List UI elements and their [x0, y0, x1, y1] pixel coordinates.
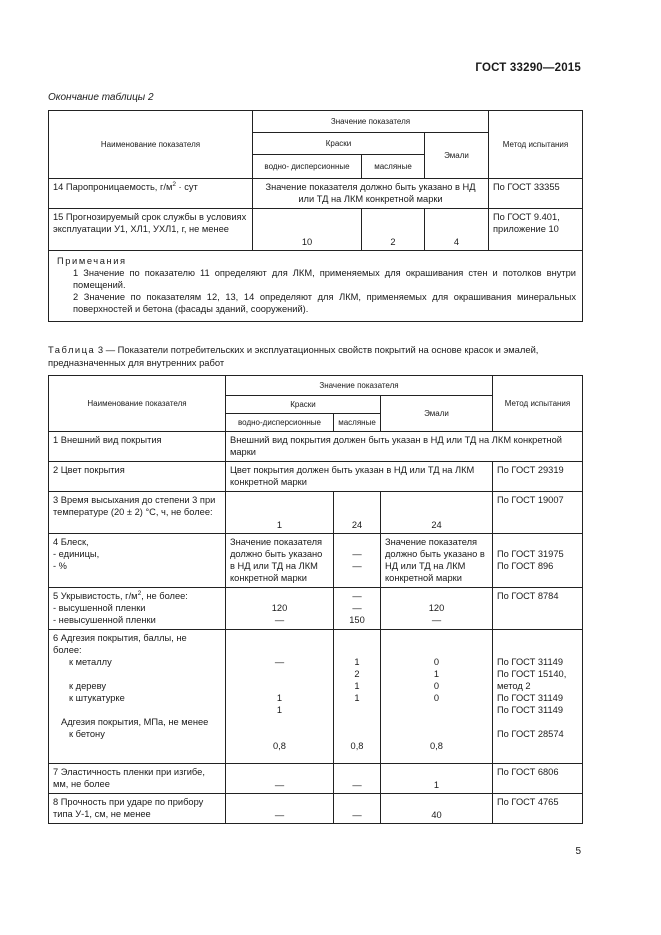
table-2-continuation-caption: Окончание таблицы 2 — [48, 92, 154, 103]
header-enamel: Эмали — [425, 133, 489, 179]
notes-cell — [49, 251, 583, 322]
t3-row-2-method: По ГОСТ 29319 — [493, 462, 583, 492]
t3-row-8-water: — — [226, 794, 334, 824]
t3-row-1-value: Внешний вид покрытия должен быть указан в НД или ТД на ЛКМ конкретной марки — [226, 432, 583, 462]
table-2-end — [48, 110, 583, 322]
header-oil: масляные — [362, 155, 425, 179]
note-2: 2 Значение по показателям 12, 13, 14 определяют для ЛКМ, применяемых для окрашивания минеральных поверхностей и бетона (фасады зданий, сооружений). — [73, 292, 576, 314]
t3-row-4-oil: — — — [334, 534, 381, 588]
table-3 — [48, 375, 583, 824]
t3-row-2-name: 2 Цвет покрытия — [49, 462, 226, 492]
t3-header-water-dispersion: водно-дисперсионные — [226, 414, 334, 432]
t3-row-5-oil: — — 150 — [334, 588, 381, 630]
t3-row-5-method: По ГОСТ 8784 — [493, 588, 583, 630]
t3-row-4-water: Значение показателя должно быть указано в НД или ТД на ЛКМ конкретной марки — [226, 534, 334, 588]
t3-row-7-method: По ГОСТ 6806 — [493, 764, 583, 794]
t3-row-4-name: 4 Блеск, - единицы, - % — [49, 534, 226, 588]
t3-header-name: Наименование показателя — [49, 376, 226, 432]
t3-row-8-method: По ГОСТ 4765 — [493, 794, 583, 824]
note-1: 1 Значение по показателю 11 определяют для ЛКМ, применяемых для окрашивания стен и потолков внутри помещений. — [73, 268, 576, 290]
t3-row-3-enamel: 24 — [381, 492, 493, 534]
document-header: ГОСТ 33290—2015 — [475, 62, 581, 74]
header-value: Значение показателя — [253, 111, 489, 133]
row-15-method: По ГОСТ 9.401, приложение 10 — [489, 209, 583, 251]
header-water-dispersion: водно- дисперсионные — [253, 155, 362, 179]
row-15-water: 10 — [253, 209, 362, 251]
notes-title: Примечания — [57, 256, 127, 266]
t3-row-6-name: 6 Адгезия покрытия, баллы, не более: к металлу к дереву к штукатурке Адгезия покрытия, МПа, не менее к бетону — [49, 630, 226, 764]
t3-row-6-oil: 1 2 1 1 0,8 — [334, 630, 381, 764]
t3-row-8-enamel: 40 — [381, 794, 493, 824]
t3-row-7-enamel: 1 — [381, 764, 493, 794]
t3-header-method: Метод испытания — [493, 376, 583, 432]
t3-header-value: Значение показателя — [226, 376, 493, 396]
header-paints: Краски — [253, 133, 425, 155]
row-14-name: 14 Паропроницаемость, $г/м^2$ · сут — [49, 179, 253, 209]
row-14-method: По ГОСТ 33355 — [489, 179, 583, 209]
t3-header-paints: Краски — [226, 396, 381, 414]
t3-row-3-name: 3 Время высыхания до степени 3 при температуре (20 ± 2) °С, ч, не более: — [49, 492, 226, 534]
t3-row-7-water: — — [226, 764, 334, 794]
t3-row-7-oil: — — [334, 764, 381, 794]
t3-header-oil: масляные — [334, 414, 381, 432]
page-number: 5 — [575, 846, 581, 857]
row-15-name: 15 Прогнозируемый срок службы в условиях эксплуатации У1, ХЛ1, УХЛ1, г, не менее — [49, 209, 253, 251]
t3-row-6-enamel: 0 1 0 0 0,8 — [381, 630, 493, 764]
t3-row-2-value: Цвет покрытия должен быть указан в НД или ТД на ЛКМ конкретной марки — [226, 462, 493, 492]
header-name: Наименование показателя — [49, 111, 253, 179]
t3-row-1-name: 1 Внешний вид покрытия — [49, 432, 226, 462]
t3-row-3-method: По ГОСТ 19007 — [493, 492, 583, 534]
t3-row-7-name: 7 Эластичность пленки при изгибе, мм, не более — [49, 764, 226, 794]
t3-row-3-water: 1 — [226, 492, 334, 534]
row-14-value: Значение показателя должно быть указано в НД или ТД на ЛКМ конкретной марки — [253, 179, 489, 209]
t3-row-8-oil: — — [334, 794, 381, 824]
t3-row-3-oil: 24 — [334, 492, 381, 534]
row-15-oil: 2 — [362, 209, 425, 251]
t3-row-5-enamel: 120 — — [381, 588, 493, 630]
t3-row-6-water: — 1 1 0,8 — [226, 630, 334, 764]
header-method: Метод испытания — [489, 111, 583, 179]
t3-row-6-method: По ГОСТ 31149 По ГОСТ 15140, метод 2 По ГОСТ 31149 По ГОСТ 31149 По ГОСТ 28574 — [493, 630, 583, 764]
t3-row-4-method: По ГОСТ 31975 По ГОСТ 896 — [493, 534, 583, 588]
t3-row-5-name: 5 Укрывистость, $г/м^2$, не более: - высушенной пленки - невысушенной пленки — [49, 588, 226, 630]
t3-row-8-name: 8 Прочность при ударе по прибору типа У-1, см, не менее — [49, 794, 226, 824]
row-15-enamel: 4 — [425, 209, 489, 251]
table-3-caption: Таблица 3 — Показатели потребительских и эксплуатационных свойств покрытий на основе красок и эмалей, предназначенных для внутренних работ — [48, 344, 539, 368]
t3-row-4-enamel: Значение показателя должно быть указано в НД или ТД на ЛКМ конкретной марки — [381, 534, 493, 588]
t3-row-5-water: 120 — — [226, 588, 334, 630]
t3-header-enamel: Эмали — [381, 396, 493, 432]
